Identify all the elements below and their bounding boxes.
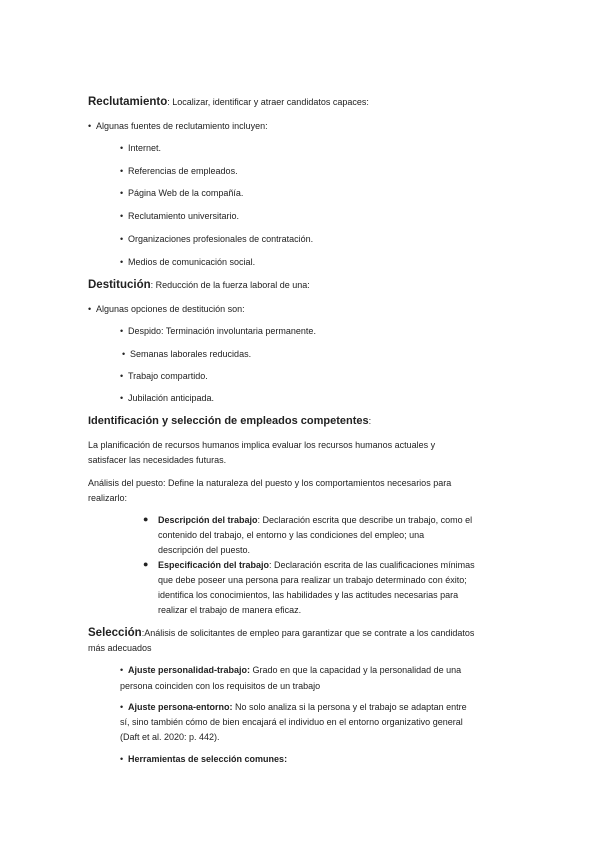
especificacion-line2: que debe poseer una persona para realizar un trabajo determinado con éxito;	[158, 575, 467, 585]
descripcion-label: Descripción del trabajo	[158, 515, 258, 525]
bullet-icon: •	[120, 371, 124, 381]
bullet-icon: •	[120, 754, 124, 764]
especificacion-line3: identifica los conocimientos, las habilidades y las actitudes necesarias para	[158, 590, 459, 600]
list-item	[120, 233, 313, 245]
ajuste2-line3: (Daft et al. 2020: p. 442).	[120, 732, 220, 742]
ajuste1-text: Grado en que la capacidad y la personalidad de una	[250, 665, 462, 675]
list-item-text: Referencias de empleados.	[128, 166, 238, 176]
bullet-icon: •	[120, 326, 124, 336]
destitucion-intro	[88, 303, 245, 315]
identificacion-para1-line1: La planificación de recursos humanos implica evaluar los recursos humanos actuales y	[88, 440, 436, 450]
descripcion-line2: contenido del trabajo, el entorno y las condiciones del empleo; una	[158, 530, 425, 540]
especificacion-line1	[158, 559, 475, 571]
bullet-icon: •	[122, 349, 126, 359]
destitucion-intro-text: Algunas opciones de destitución son:	[96, 304, 245, 314]
destitucion-heading	[88, 279, 310, 291]
ajuste2-label: Ajuste persona-entorno:	[128, 702, 233, 712]
identificacion-para2-line2: realizarlo:	[88, 493, 128, 503]
list-item-text: Jubilación anticipada.	[128, 393, 215, 403]
list-item-text: Trabajo compartido.	[128, 371, 208, 381]
destitucion-title: Destitución	[88, 279, 151, 291]
descripcion-text: : Declaración escrita que describe un trabajo, como el	[257, 515, 473, 525]
list-item-text: Semanas laborales reducidas.	[130, 349, 252, 359]
list-item-text: Reclutamiento universitario.	[128, 211, 240, 221]
reclutamiento-heading	[88, 96, 369, 108]
list-item	[120, 256, 255, 268]
reclutamiento-title: Reclutamiento	[88, 96, 168, 108]
list-item	[120, 165, 238, 177]
identificacion-heading	[88, 415, 371, 427]
identificacion-colon: :	[368, 416, 372, 426]
ajuste1-label: Ajuste personalidad-trabajo:	[128, 665, 251, 675]
list-item	[120, 392, 214, 404]
list-item	[120, 210, 239, 222]
bullet-icon: •	[88, 304, 92, 314]
ajuste2-line2: sí, sino también cómo de bien encajará el individuo en el entorno organizativo general	[120, 717, 463, 727]
reclutamiento-intro-text: Algunas fuentes de reclutamiento incluyen:	[96, 121, 268, 131]
list-item-text: Despido: Terminación involuntaria permanente.	[128, 326, 316, 336]
bullet-icon: •	[120, 702, 124, 712]
bullet-icon: •	[120, 393, 124, 403]
destitucion-desc: : Reducción de la fuerza laboral de una:	[150, 280, 310, 290]
especificacion-line4: realizar el trabajo de manera eficaz.	[158, 605, 302, 615]
herramientas-item	[120, 753, 287, 765]
bullet-icon: •	[120, 143, 124, 153]
herramientas-label: Herramientas de selección comunes:	[128, 754, 288, 764]
seleccion-title: Selección	[88, 627, 142, 639]
list-item	[120, 187, 243, 199]
bullet-icon: •	[120, 257, 124, 267]
identificacion-para2-line1: Análisis del puesto: Define la naturaleza del puesto y los comportamientos necesarios para	[88, 478, 452, 488]
bullet-icon: •	[120, 166, 124, 176]
ajuste2-line1	[120, 701, 467, 713]
descripcion-line1	[158, 514, 472, 526]
descripcion-line3: descripción del puesto.	[158, 545, 251, 555]
list-item	[120, 142, 161, 154]
bullet-icon: ●	[143, 514, 149, 524]
ajuste2-text: No solo analiza si la persona y el trabajo se adaptan entre	[232, 702, 467, 712]
bullet-icon: •	[120, 665, 124, 675]
list-item-text: Internet.	[128, 143, 162, 153]
reclutamiento-desc: : Localizar, identificar y atraer candidatos capaces:	[167, 97, 369, 107]
bullet-icon: ●	[143, 559, 149, 569]
seleccion-desc: :Análisis de solicitantes de empleo para garantizar que se contrate a los candidatos	[141, 628, 475, 638]
especificacion-text: : Declaración escrita de las cualificaciones mínimas	[269, 560, 475, 570]
bullet-icon: •	[120, 188, 124, 198]
seleccion-desc-line2: más adecuados	[88, 643, 152, 653]
list-item-text: Página Web de la compañía.	[128, 188, 244, 198]
seleccion-heading	[88, 627, 474, 639]
bullet-icon: •	[120, 234, 124, 244]
list-item	[120, 370, 208, 382]
list-item-text: Medios de comunicación social.	[128, 257, 256, 267]
reclutamiento-intro	[88, 120, 268, 132]
list-item	[120, 325, 316, 337]
list-item	[122, 348, 251, 360]
ajuste1-line1	[120, 664, 461, 676]
identificacion-title: Identificación y selección de empleados competentes	[88, 415, 369, 427]
ajuste1-line2: persona coinciden con los requisitos de un trabajo	[120, 681, 321, 691]
list-item-text: Organizaciones profesionales de contratación.	[128, 234, 314, 244]
bullet-icon: •	[88, 121, 92, 131]
especificacion-label: Especificación del trabajo	[158, 560, 270, 570]
bullet-icon: •	[120, 211, 124, 221]
identificacion-para1-line2: satisfacer las necesidades futuras.	[88, 455, 227, 465]
